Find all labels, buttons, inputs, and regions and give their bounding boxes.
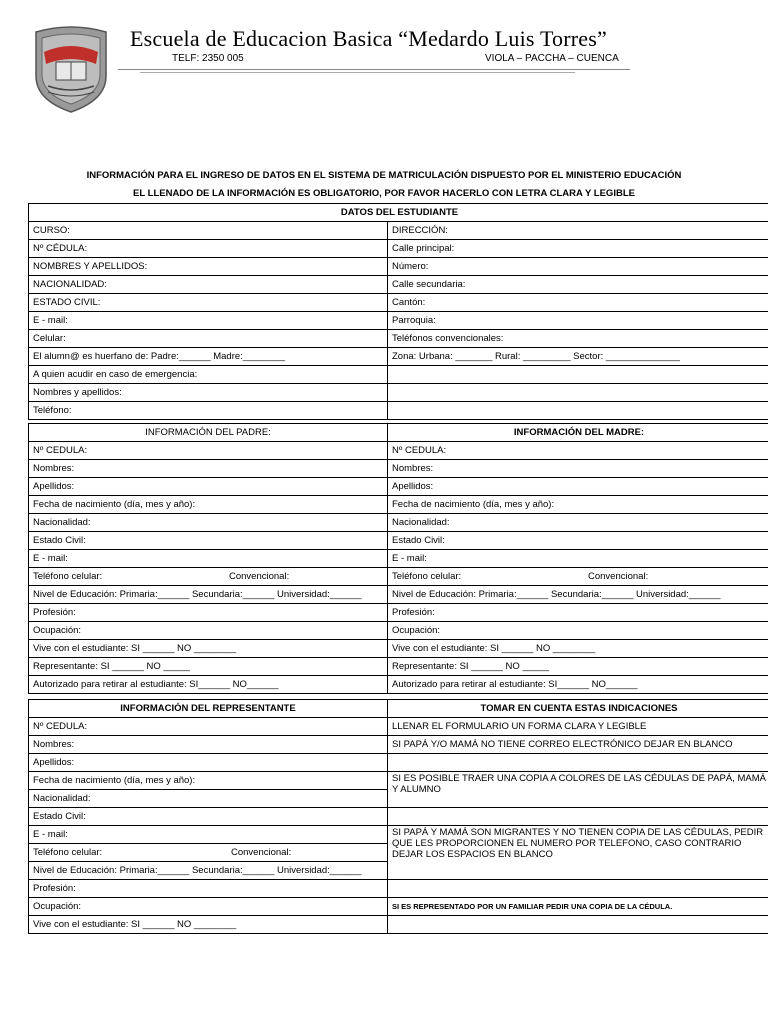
- student-row: [29, 240, 768, 258]
- father-field[interactable]: [29, 496, 388, 514]
- mother-field[interactable]: [388, 622, 768, 640]
- instruction-item: SI ES POSIBLE TRAER UNA COPIA A COLORES DE LAS CÉDULAS DE PAPÁ, MAMÁ Y ALUMNO: [388, 772, 768, 808]
- school-telephone: TELF: 2350 005: [172, 53, 244, 64]
- student-row: [29, 294, 768, 312]
- instruction-item: SI ES REPRESENTADO POR UN FAMILIAR PEDIR UNA COPIA DE LA CÉDULA.: [388, 898, 768, 916]
- school-location: VIOLA – PACCHA – CUENCA: [485, 53, 619, 64]
- student-field-left[interactable]: Celular:: [29, 330, 388, 348]
- father-section-title: INFORMACIÓN DEL PADRE:: [29, 424, 388, 442]
- student-row: [29, 348, 768, 366]
- mother-field-label: Fecha de nacimiento (día, mes y año):: [392, 499, 555, 510]
- father-field[interactable]: [29, 514, 388, 532]
- student-field-left[interactable]: NOMBRES Y APELLIDOS:: [29, 258, 388, 276]
- parents-row: [29, 658, 768, 676]
- instruction-item: LLENAR EL FORMULARIO UN FORMA CLARA Y LEGIBLE: [388, 718, 768, 736]
- parents-row: [29, 514, 768, 532]
- mother-field[interactable]: [388, 496, 768, 514]
- mother-field-label: Representante: SI ______ NO _____: [392, 661, 549, 672]
- student-row: [29, 276, 768, 294]
- parents-row: [29, 550, 768, 568]
- student-row: [29, 330, 768, 348]
- student-row: [29, 366, 768, 384]
- father-field[interactable]: [29, 568, 388, 586]
- father-field-label: Vive con el estudiante: SI ______ NO ________: [33, 643, 237, 654]
- mother-field[interactable]: [388, 550, 768, 568]
- father-field[interactable]: [29, 550, 388, 568]
- mother-field-label: Apellidos:: [392, 481, 434, 492]
- father-field-label: Autorizado para retirar al estudiante: SI______ NO______: [33, 679, 279, 690]
- rep-field[interactable]: Vive con el estudiante: SI ______ NO ________: [29, 916, 388, 934]
- rep-field[interactable]: [29, 844, 388, 862]
- parents-row: [29, 676, 768, 694]
- father-convencional-label: Convencional:: [229, 571, 290, 582]
- instruction-item: SI PAPÁ Y/O MAMÁ NO TIENE CORREO ELECTRÓNICO DEJAR EN BLANCO: [388, 736, 768, 754]
- parents-row: [29, 496, 768, 514]
- father-field[interactable]: [29, 532, 388, 550]
- mother-field[interactable]: [388, 640, 768, 658]
- mother-field-label: Nacionalidad:: [392, 517, 450, 528]
- student-field-left[interactable]: A quien acudir en caso de emergencia:: [29, 366, 388, 384]
- rep-field[interactable]: Estado Civil:: [29, 808, 388, 826]
- parents-row: [29, 622, 768, 640]
- father-field[interactable]: [29, 622, 388, 640]
- father-field[interactable]: [29, 586, 388, 604]
- mother-field-label: Profesión:: [392, 607, 435, 618]
- father-field[interactable]: [29, 658, 388, 676]
- intro-line-1: INFORMACIÓN PARA EL INGRESO DE DATOS EN EL SISTEMA DE MATRICULACIÓN DISPUESTO POR EL MINISTERIO EDUCACIÓN: [86, 170, 682, 181]
- student-field-right[interactable]: Calle secundaria:: [388, 276, 768, 294]
- mother-convencional-label: Convencional:: [588, 571, 649, 582]
- school-name: Escuela de Educacion Basica “Medardo Luis Torres”: [130, 26, 607, 51]
- blank-cell: [388, 880, 768, 898]
- student-row: [29, 402, 768, 420]
- instructions-title: TOMAR EN CUENTA ESTAS INDICACIONES: [388, 700, 768, 718]
- rep-field[interactable]: Nivel de Educación: Primaria:______ Secundaria:______ Universidad:______: [29, 862, 388, 880]
- father-field-label: Representante: SI ______ NO _____: [33, 661, 190, 672]
- blank-cell: [388, 916, 768, 934]
- parents-data-table: [28, 423, 768, 694]
- parents-row: [29, 460, 768, 478]
- student-field-left[interactable]: Nombres y apellidos:: [29, 384, 388, 402]
- student-field-right[interactable]: Número:: [388, 258, 768, 276]
- mother-field[interactable]: [388, 514, 768, 532]
- mother-section-title: INFORMACIÓN DEL MADRE:: [388, 424, 768, 442]
- rep-field[interactable]: Nombres:: [29, 736, 388, 754]
- mother-field-label: Nº CEDULA:: [392, 445, 447, 456]
- student-field-left[interactable]: ESTADO CIVIL:: [29, 294, 388, 312]
- mother-field-label: Estado Civil:: [392, 535, 445, 546]
- mother-field-label: Ocupación:: [392, 625, 441, 636]
- student-row: [29, 222, 768, 240]
- rep-field[interactable]: Apellidos:: [29, 754, 388, 772]
- student-field-right[interactable]: Zona: Urbana: _______ Rural: _________ Sector: ______________: [388, 348, 768, 366]
- father-field[interactable]: [29, 604, 388, 622]
- father-field-label: Nº CEDULA:: [33, 445, 88, 456]
- student-row: [29, 258, 768, 276]
- father-field-label: Nacionalidad:: [33, 517, 91, 528]
- father-field[interactable]: [29, 478, 388, 496]
- header-rule: [118, 69, 630, 70]
- student-field-right[interactable]: DIRECCIÓN:: [388, 222, 768, 240]
- student-field-right[interactable]: Parroquia:: [388, 312, 768, 330]
- father-field-label: Profesión:: [33, 607, 76, 618]
- father-field-label: Nivel de Educación: Primaria:______ Secundaria:______ Universidad:______: [33, 589, 362, 600]
- father-field-label: Teléfono celular:: [33, 571, 103, 582]
- student-section-title: DATOS DEL ESTUDIANTE: [29, 204, 768, 222]
- rep-field[interactable]: Nº CEDULA:: [29, 718, 388, 736]
- mother-field-label: Teléfono celular:: [392, 571, 462, 582]
- father-field-label: E - mail:: [33, 553, 68, 564]
- mother-field[interactable]: [388, 658, 768, 676]
- father-field[interactable]: [29, 442, 388, 460]
- rep-field[interactable]: Fecha de nacimiento (día, mes y año):: [29, 772, 388, 790]
- student-field-left[interactable]: E - mail:: [29, 312, 388, 330]
- student-field-right[interactable]: [388, 402, 768, 420]
- mother-field-label: E - mail:: [392, 553, 427, 564]
- father-field[interactable]: [29, 640, 388, 658]
- mother-field-label: Autorizado para retirar al estudiante: SI______ NO______: [392, 679, 638, 690]
- mother-field-label: Nivel de Educación: Primaria:______ Secundaria:______ Universidad:______: [392, 589, 721, 600]
- instruction-item: SI PAPÁ Y MAMÁ SON MIGRANTES Y NO TIENEN COPIA DE LAS CÉDULAS, PEDIR QUE LES PROPORCIONEN EL NUMERO POR TELEFONO, CASO CONTRARIO DEJAR LOS ESPACIOS EN BLANCO: [388, 826, 768, 880]
- blank-cell: [388, 754, 768, 772]
- father-field[interactable]: [29, 460, 388, 478]
- father-field-label: Fecha de nacimiento (día, mes y año):: [33, 499, 196, 510]
- rep-field[interactable]: E - mail:: [29, 826, 388, 844]
- rep-field[interactable]: Nacionalidad:: [29, 790, 388, 808]
- student-field-left[interactable]: Teléfono:: [29, 402, 388, 420]
- blank-cell: [388, 808, 768, 826]
- representative-table: [28, 699, 768, 934]
- intro-line-2: EL LLENADO DE LA INFORMACIÓN ES OBLIGATORIO, POR FAVOR HACERLO CON LETRA CLARA Y LEGIBLE: [133, 188, 635, 199]
- father-field-label: Estado Civil:: [33, 535, 86, 546]
- parents-row: [29, 586, 768, 604]
- student-field-right[interactable]: [388, 384, 768, 402]
- student-field-left[interactable]: NACIONALIDAD:: [29, 276, 388, 294]
- student-field-left[interactable]: CURSO:: [29, 222, 388, 240]
- mother-field[interactable]: [388, 532, 768, 550]
- parents-row: [29, 442, 768, 460]
- student-field-right[interactable]: Calle principal:: [388, 240, 768, 258]
- mother-field[interactable]: [388, 460, 768, 478]
- rep-field[interactable]: Profesión:: [29, 880, 388, 898]
- rep-field[interactable]: Ocupación:: [29, 898, 388, 916]
- parents-row: [29, 568, 768, 586]
- father-field-label: Nombres:: [33, 463, 75, 474]
- student-data-table: [28, 203, 768, 420]
- student-field-right[interactable]: Teléfonos convencionales:: [388, 330, 768, 348]
- father-field-label: Apellidos:: [33, 481, 75, 492]
- mother-field-label: Vive con el estudiante: SI ______ NO ________: [392, 643, 596, 654]
- student-field-left[interactable]: Nº CÉDULA:: [29, 240, 388, 258]
- mother-field[interactable]: [388, 586, 768, 604]
- father-field-label: Ocupación:: [33, 625, 82, 636]
- mother-field[interactable]: [388, 676, 768, 694]
- rep-convencional-label: Convencional:: [231, 847, 292, 858]
- parents-row: [29, 532, 768, 550]
- parents-row: [29, 604, 768, 622]
- student-row: [29, 312, 768, 330]
- header-rule-secondary: [140, 72, 575, 73]
- parents-row: [29, 640, 768, 658]
- student-field-left[interactable]: El alumn@ es huerfano de: Padre:______ Madre:________: [29, 348, 388, 366]
- student-field-right[interactable]: Cantón:: [388, 294, 768, 312]
- father-field[interactable]: [29, 676, 388, 694]
- mother-field[interactable]: [388, 604, 768, 622]
- representative-section-title: INFORMACIÓN DEL REPRESENTANTE: [29, 700, 388, 718]
- parents-row: [29, 478, 768, 496]
- student-field-right[interactable]: [388, 366, 768, 384]
- mother-field[interactable]: [388, 478, 768, 496]
- school-logo: [30, 24, 112, 114]
- mother-field-label: Nombres:: [392, 463, 434, 474]
- rep-phone-label: Teléfono celular:: [33, 847, 103, 858]
- mother-field[interactable]: [388, 442, 768, 460]
- student-row: [29, 384, 768, 402]
- mother-field[interactable]: [388, 568, 768, 586]
